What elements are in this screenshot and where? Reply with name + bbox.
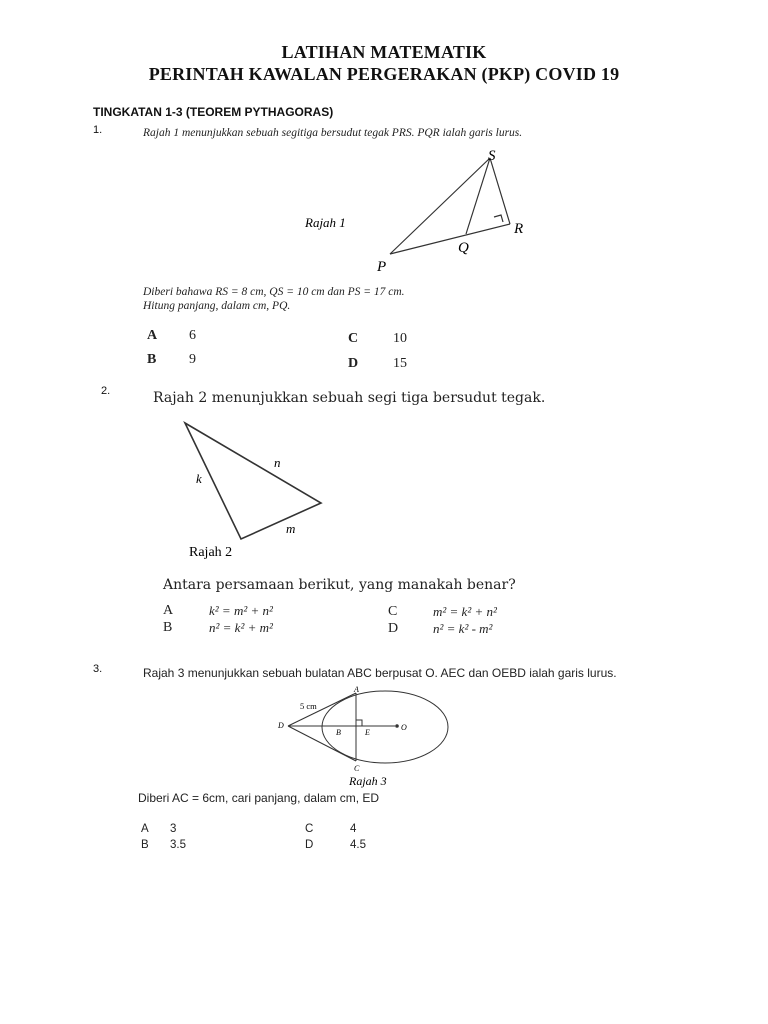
q3-given: Diberi AC = 6cm, cari panjang, dalam cm, ED [138, 791, 380, 805]
q2-diagram [170, 415, 340, 565]
q3-option-d-value: 4.5 [350, 839, 366, 851]
q1-option-c-letter[interactable]: C [348, 331, 359, 346]
q3-option-c-letter[interactable]: C [305, 823, 314, 835]
q1-option-a-value: 6 [189, 328, 196, 343]
line-pr [390, 224, 510, 254]
q1-diagram [290, 140, 550, 280]
q2-option-a-letter[interactable]: A [163, 603, 174, 618]
point-a: A [354, 685, 359, 694]
right-angle-mark [494, 215, 503, 222]
section-heading: TINGKATAN 1-3 (TEOREM PYTHAGORAS) [93, 105, 334, 119]
point-r: R [514, 221, 524, 237]
q1-option-b-letter[interactable]: B [147, 352, 157, 367]
q1-stem: Rajah 1 menunjukkan sebuah segitiga bersudut tegak PRS. PQR ialah garis lurus. [143, 127, 523, 139]
q2-number: 2. [101, 385, 111, 397]
q1-option-a-letter[interactable]: A [147, 328, 158, 343]
side-k: k [196, 471, 202, 486]
point-p: P [377, 259, 387, 275]
page-title: LATIHAN MATEMATIK [281, 42, 487, 62]
dimension-5cm: 5 cm [300, 701, 317, 711]
q1-option-d-value: 15 [393, 356, 407, 371]
center-o [395, 724, 399, 728]
q1-option-b-value: 9 [189, 352, 196, 367]
q3-option-a-value: 3 [170, 823, 177, 835]
point-o: O [401, 723, 407, 732]
q3-option-b-letter[interactable]: B [141, 839, 149, 851]
right-angle-mark-e [356, 720, 362, 726]
circle-abc [322, 691, 448, 763]
q1-given-line1: Diberi bahawa RS = 8 cm, QS = 10 cm dan PS = 17 cm. [143, 286, 405, 298]
q2-question: Antara persamaan berikut, yang manakah benar? [163, 577, 516, 593]
point-d: D [278, 721, 284, 730]
q2-option-d-value: n² = k² - m² [433, 621, 493, 636]
point-s: S [488, 148, 496, 164]
line-sr [490, 158, 510, 224]
q1-option-c-value: 10 [393, 331, 407, 346]
line-da [288, 693, 356, 726]
q2-option-b-letter[interactable]: B [163, 620, 173, 635]
figure-label-rajah-3: Rajah 3 [349, 774, 387, 788]
q1-option-d-letter[interactable]: D [348, 356, 359, 371]
q3-number: 3. [93, 663, 103, 675]
page-subtitle: PERINTAH KAWALAN PERGERAKAN (PKP) COVID 19 [148, 64, 620, 84]
q2-stem: Rajah 2 menunjukkan sebuah segi tiga bersudut tegak. [153, 390, 546, 406]
q2-option-a-value: k² = m² + n² [209, 603, 273, 618]
q3-option-b-value: 3.5 [170, 839, 186, 851]
q1-number: 1. [93, 124, 103, 136]
side-m: m [286, 521, 296, 536]
point-c: C [354, 764, 360, 773]
q1-given-line2: Hitung panjang, dalam cm, PQ. [143, 300, 291, 312]
q2-option-d-letter[interactable]: D [388, 621, 399, 636]
q3-option-c-value: 4 [350, 823, 357, 835]
side-n: n [274, 455, 281, 470]
q3-option-d-letter[interactable]: D [305, 839, 314, 851]
figure-label-rajah-1: Rajah 1 [305, 215, 346, 230]
figure-label-rajah-2: Rajah 2 [189, 545, 233, 560]
q3-stem: Rajah 3 menunjukkan sebuah bulatan ABC berpusat O. AEC dan OEBD ialah garis lurus. [143, 666, 617, 680]
point-e: E [365, 728, 370, 737]
q2-option-b-value: n² = k² + m² [209, 620, 273, 635]
q3-diagram [270, 684, 460, 792]
point-b: B [336, 728, 341, 737]
point-q: Q [458, 240, 469, 256]
q2-option-c-letter[interactable]: C [388, 604, 398, 619]
q2-option-c-value: m² = k² + n² [433, 604, 497, 619]
triangle-q2 [185, 423, 321, 539]
q3-option-a-letter[interactable]: A [141, 823, 149, 835]
